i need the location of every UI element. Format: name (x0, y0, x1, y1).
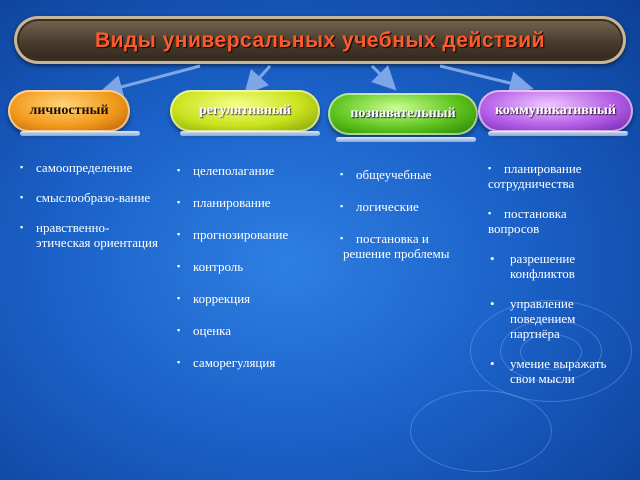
list-item: ▪ саморегуляция (177, 355, 276, 370)
list-item-continuation: сотрудничества (488, 176, 575, 191)
square-bullet-icon: ▪ (340, 201, 344, 211)
square-bullet-icon: ▪ (488, 163, 492, 173)
square-bullet-icon: ▪ (177, 325, 181, 335)
personal-list (20, 160, 160, 250)
square-bullet-icon: ▪ (340, 233, 344, 243)
category-cognitive (328, 93, 478, 135)
list-item-continuation: вопросов (488, 221, 540, 236)
list-item: ▪ нравственно-этическая ориентация (20, 220, 158, 250)
round-bullet-icon: • (490, 356, 495, 371)
round-bullet-icon: • (490, 251, 495, 266)
divider-underline (336, 137, 476, 142)
list-item: ▪ смыслообразо-вание (20, 190, 151, 205)
list-item: • умение выражать свои мысли (490, 356, 607, 386)
square-bullet-icon: ▪ (488, 208, 492, 218)
list-item: ▪ планирование (177, 195, 271, 210)
list-item: ▪ логические (340, 199, 419, 214)
title-banner (14, 16, 626, 64)
list-item-continuation: решение проблемы (343, 246, 450, 261)
square-bullet-icon: ▪ (177, 293, 181, 303)
list-item: ▪ общеучебные (340, 167, 432, 182)
round-bullet-icon: • (490, 296, 495, 311)
category-label: регулятивный (198, 103, 291, 118)
list-item: ▪ постановка (488, 206, 567, 221)
square-bullet-icon: ▪ (177, 197, 181, 207)
list-item: ▪ оценка (177, 323, 232, 338)
regulatory-list (177, 163, 327, 370)
divider-underline (20, 131, 140, 136)
list-item: ▪ целеполагание (177, 163, 275, 178)
square-bullet-icon: ▪ (177, 357, 181, 367)
list-item: ▪ планирование (488, 161, 582, 176)
communicative-list (488, 161, 628, 386)
square-bullet-icon: ▪ (20, 222, 24, 232)
list-item: ▪ постановка и (340, 231, 429, 246)
square-bullet-icon: ▪ (177, 229, 181, 239)
category-regulatory (170, 90, 320, 132)
category-communicative (478, 90, 633, 132)
square-bullet-icon: ▪ (177, 261, 181, 271)
list-item: ▪ самоопределение (20, 160, 133, 175)
square-bullet-icon: ▪ (20, 192, 24, 202)
square-bullet-icon: ▪ (177, 165, 181, 175)
divider-underline (488, 131, 628, 136)
list-item: ▪ контроль (177, 259, 244, 274)
square-bullet-icon: ▪ (340, 169, 344, 179)
cognitive-list (340, 167, 480, 261)
list-item: • разрешение конфликтов (490, 251, 576, 281)
list-item: ▪ прогнозирование (177, 227, 289, 242)
list-item: • управление поведением партнёра (490, 296, 576, 341)
category-label: коммуникативный (495, 103, 616, 118)
category-label: личностный (29, 103, 109, 118)
square-bullet-icon: ▪ (20, 162, 24, 172)
list-item: ▪ коррекция (177, 291, 251, 306)
water-ripple-decoration (410, 390, 552, 472)
slide-title: Виды универсальных учебных действий (94, 29, 546, 52)
divider-underline (180, 131, 320, 136)
category-personal (8, 90, 130, 132)
category-label: познавательный (350, 106, 456, 121)
